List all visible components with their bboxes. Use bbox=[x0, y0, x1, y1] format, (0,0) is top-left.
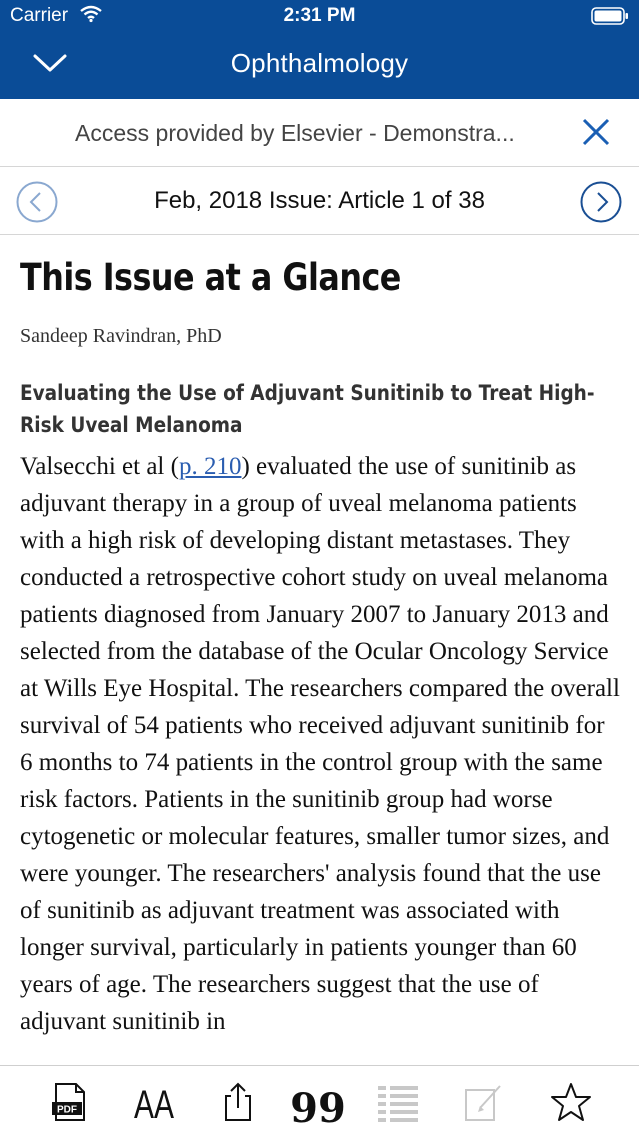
body-text-rest: ) evaluated the use of sunitinib as adjuvant therapy in a group of uveal melanoma patients with a high risk of developing distant metastases. They conducted a retrospective cohort study on uveal melanoma patients diagnosed from January 2007 to January 2013 and selected from the database of the Ocular Oncology Service at Wills Eye Hospital. The researchers compared the overall survival of 54 patients who received adjuvant sunitinib for 6 months to 74 patients in the control group with the same risk factors. Patients in the sunitinib group had worse cytogenetic or molecular features, smaller tumor sizes, and were younger. The researchers' analysis found that the use of sunitinib as adjuvant treatment was associated with longer survival, particularly in patients younger than 60 years of age. The researchers suggest that the use of adjuvant sunitinib in bbox=[20, 453, 620, 1035]
article-content bbox=[20, 252, 620, 1064]
close-icon[interactable] bbox=[581, 117, 611, 147]
journal-logo: Ophthalmology bbox=[230, 48, 409, 78]
list-icon[interactable] bbox=[376, 1080, 420, 1124]
pdf-icon[interactable] bbox=[48, 1080, 92, 1124]
chevron-right-icon[interactable] bbox=[580, 181, 622, 223]
article-author: Sandeep Ravindran, PhD bbox=[20, 325, 222, 347]
nav-bar bbox=[0, 34, 639, 99]
issue-article-label: Feb, 2018 Issue: Article 1 of 38 bbox=[154, 187, 485, 214]
pdf-label: PDF bbox=[57, 1104, 77, 1116]
bottom-toolbar bbox=[0, 1065, 639, 1137]
quote-icon[interactable] bbox=[290, 1080, 346, 1132]
font-size-icon[interactable] bbox=[132, 1080, 176, 1127]
clock: 2:31 PM bbox=[283, 5, 356, 26]
quote-label: 99 bbox=[290, 1085, 346, 1132]
app-header bbox=[0, 0, 639, 99]
star-icon[interactable] bbox=[549, 1080, 593, 1124]
page-link[interactable]: p. 210 bbox=[178, 453, 242, 480]
section-heading: Evaluating the Use of Adjuvant Sunitinib to Treat High-Risk Uveal Melanoma bbox=[20, 381, 595, 438]
share-icon[interactable] bbox=[216, 1080, 260, 1124]
note-icon[interactable] bbox=[462, 1080, 506, 1124]
article-body bbox=[20, 448, 620, 1040]
access-banner bbox=[0, 99, 639, 167]
issue-navigation bbox=[0, 167, 639, 235]
carrier-label: Carrier bbox=[10, 5, 69, 26]
access-banner-text: Access provided by Elsevier - Demonstra... bbox=[75, 120, 515, 146]
article-title: This Issue at a Glance bbox=[20, 256, 401, 299]
status-bar bbox=[0, 0, 639, 34]
font-size-label: AA bbox=[134, 1083, 175, 1127]
body-text-start: Valsecchi et al ( bbox=[20, 453, 179, 480]
battery-icon bbox=[591, 7, 629, 25]
